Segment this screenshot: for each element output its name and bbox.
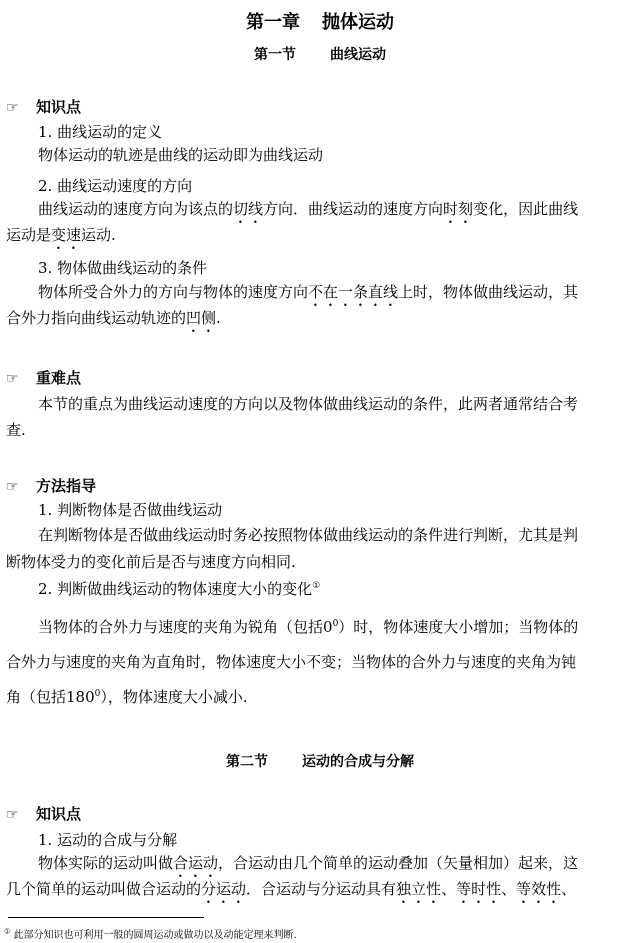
pointing-hand-icon: ☞ (6, 479, 19, 495)
paragraph-line: 物体实际的运动叫做合运动，合运动由几个简单的运动叠加（矢量相加）起来，这 (38, 854, 579, 872)
pointing-hand-icon: ☞ (6, 371, 19, 387)
item-title: 1. 判断物体是否做曲线运动 (38, 501, 223, 519)
chapter-name: 抛体运动 (322, 12, 394, 33)
knowledge-heading (6, 803, 81, 824)
pointing-hand-icon: ☞ (6, 807, 19, 823)
paragraph-line: 物体所受合外力的方向与物体的速度方向不在一条直线上时，物体做曲线运动，其 (38, 283, 579, 301)
paragraph-line: 查. (6, 421, 26, 439)
emphasis-text: 时刻 (443, 200, 474, 218)
paragraph-line: 几个简单的运动叫做合运动的分运动．合运动与分运动具有独立性、等时性、等效性、 (6, 880, 577, 898)
paragraph-line: 物体运动的轨迹是曲线的运动即为曲线运动 (38, 146, 324, 164)
item-title: 1. 运动的合成与分解 (38, 831, 178, 849)
chapter-title (0, 8, 640, 34)
heading-label: 重难点 (36, 369, 82, 387)
item-title: 3. 物体做曲线运动的条件 (38, 259, 208, 277)
emphasis-text: 切线 (233, 200, 264, 218)
section-name: 曲线运动 (330, 47, 386, 63)
paragraph-line: 角（包括$180^0$），物体速度大小减小. (6, 688, 248, 706)
section-title (0, 44, 640, 64)
footnote-mark: ① (4, 927, 11, 936)
pointing-hand-icon: ☞ (6, 100, 19, 116)
paragraph-line: 合外力与速度的夹角为直角时，物体速度大小不变；当物体的合外力与速度的夹角为钝 (6, 653, 577, 671)
section-name: 运动的合成与分解 (302, 754, 414, 770)
emphasis-text: 等效性 (516, 880, 562, 898)
emphasis-text: 变速 (51, 226, 82, 244)
emphasis-text: 合运动 (173, 854, 219, 872)
footnote-divider (8, 917, 204, 918)
difficulty-heading (6, 367, 81, 388)
section-number: 第二节 (226, 754, 268, 770)
paragraph-line: 本节的重点为曲线运动速度的方向以及物体做曲线运动的条件，此两者通常结合考 (38, 395, 579, 413)
section-number: 第一节 (254, 47, 296, 63)
knowledge-heading (6, 96, 81, 117)
paragraph-line: 当物体的合外力与速度的夹角为锐角（包括$0^0$）时，物体速度大小增加；当物体的 (38, 618, 579, 636)
chapter-number: 第一章 (246, 12, 300, 33)
emphasis-text: 分运动 (201, 880, 247, 898)
emphasis-text: 不在一条直线 (308, 283, 399, 301)
paragraph-line: 运动是变速运动. (6, 226, 116, 244)
footnote (4, 926, 297, 941)
paragraph-line: 曲线运动的速度方向为该点的切线方向．曲线运动的速度方向时刻变化，因此曲线 (38, 200, 579, 218)
item-title: 2. 判断做曲线运动的物体速度大小的变化① (38, 580, 321, 598)
item-title: 1. 曲线运动的定义 (38, 123, 163, 141)
paragraph-line: 合外力指向曲线运动轨迹的凹侧. (6, 309, 221, 327)
footnote-reference: ① (312, 581, 321, 591)
item-title: 2. 曲线运动速度的方向 (38, 177, 193, 195)
footnote-text: 此部分知识也可利用一般的圆周运动或做功以及动能定理来判断. (13, 930, 297, 941)
heading-label: 方法指导 (36, 477, 97, 495)
section-title (0, 751, 640, 771)
paragraph-line: 断物体受力的变化前后是否与速度方向相同. (6, 553, 296, 571)
emphasis-text: 独立性 (396, 880, 442, 898)
heading-label: 知识点 (36, 98, 82, 116)
paragraph-line: 在判断物体是否做曲线运动时务必按照物体做曲线运动的条件进行判断，尤其是判 (38, 526, 579, 544)
emphasis-text: 凹侧 (186, 309, 217, 327)
emphasis-text: 等时性 (456, 880, 502, 898)
method-heading (6, 475, 96, 496)
heading-label: 知识点 (36, 805, 82, 823)
